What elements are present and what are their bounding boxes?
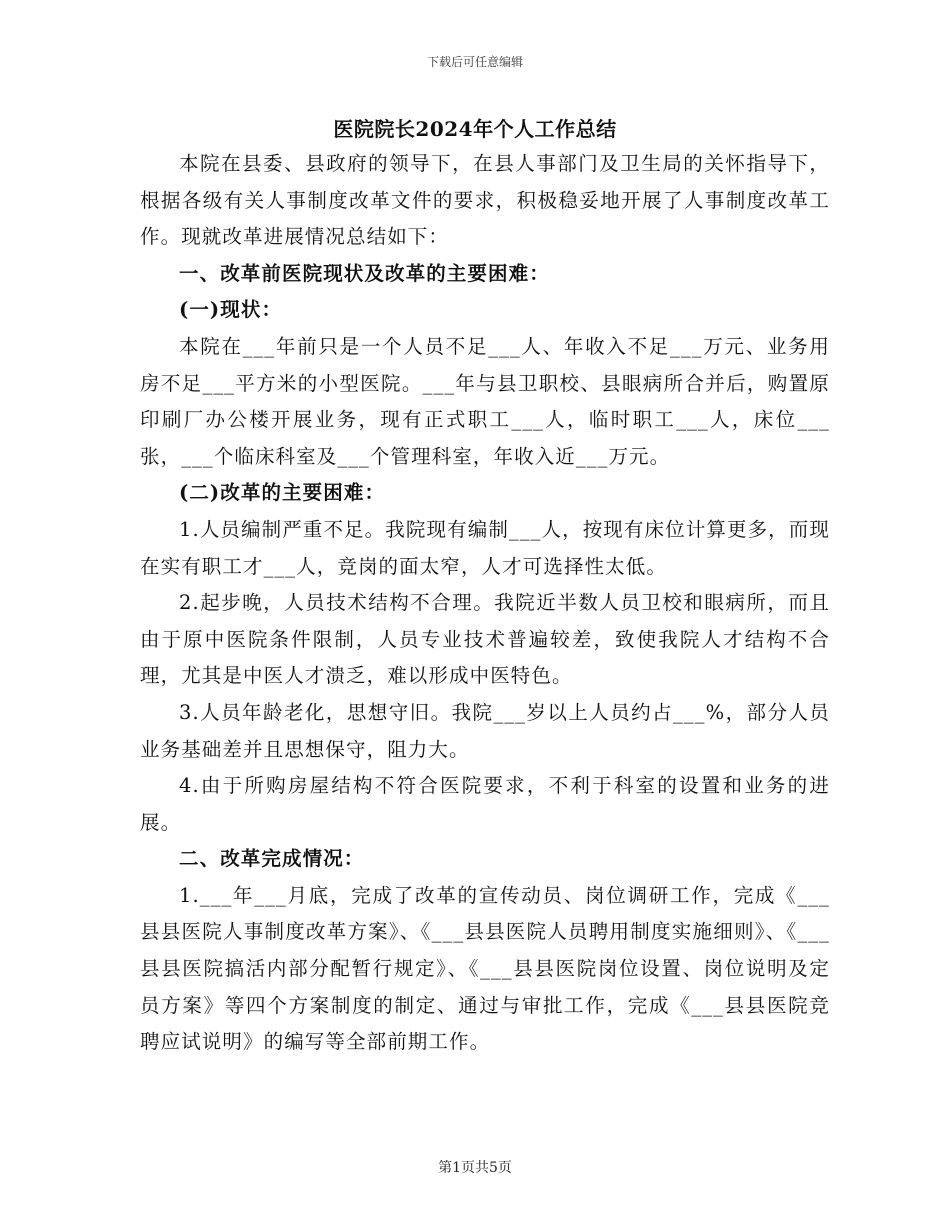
download-note: 下载后可任意编辑	[426, 55, 523, 69]
subsection-heading-difficulties: (二)改革的主要困难：	[179, 481, 386, 505]
subsection-heading-status: (一)现状：	[179, 298, 283, 322]
difficulty-item-4: 4.由于所购房屋结构不符合医院要求，不利于科室的设置和业务的进展。	[140, 774, 830, 834]
document-body	[140, 146, 830, 1061]
status-paragraph: 本院在___年前只是一个人员不足___人、年收入不足___万元、业务用房不足___平方米的小型医院。___年与县卫职校、县眼病所合并后，购置原印刷厂办公楼开展业务，现有正式职工___人，临时职工___人，床位___张，___个临床科室及___个管理科室，年收入近___万元。	[140, 334, 830, 468]
document-title: 医院院长2024年个人工作总结	[333, 117, 617, 141]
difficulty-item-1: 1.人员编制严重不足。我院现有编制___人，按现有床位计算更多，而现在实有职工才___人，竞岗的面太窄，人才可选择性太低。	[140, 517, 830, 578]
completion-item-1: 1.___年___月底，完成了改革的宣传动员、岗位调研工作，完成《___县县医院人事制度改革方案》、《___县县医院人员聘用制度实施细则》、《___县县医院搞活内部分配暂行规定》、《___县县医院岗位设置、岗位说明及定员方案》等四个方案制度的制定、通过与审批工作，完成《___县县医院竞聘应试说明》的编写等全部前期工作。	[140, 883, 830, 1054]
difficulty-item-2: 2.起步晚，人员技术结构不合理。我院近半数人员卫校和眼病所，而且由于原中医院条件限制，人员专业技术普遍较差，致使我院人才结构不合理，尤其是中医人才溃乏，难以形成中医特色。	[140, 591, 830, 688]
page-number: 第1页共5页	[438, 1160, 512, 1176]
section-heading-2: 二、改革完成情况：	[179, 847, 365, 871]
section-heading-1: 一、改革前医院现状及改革的主要困难：	[179, 261, 550, 285]
difficulty-item-3: 3.人员年龄老化，思想守旧。我院___岁以上人员约占___%，部分人员业务基础差并且思想保守，阻力大。	[140, 700, 830, 761]
intro-paragraph: 本院在县委、县政府的领导下，在县人事部门及卫生局的关怀指导下，根据各级有关人事制度改革文件的要求，积极稳妥地开展了人事制度改革工作。现就改革进展情况总结如下：	[140, 152, 830, 249]
